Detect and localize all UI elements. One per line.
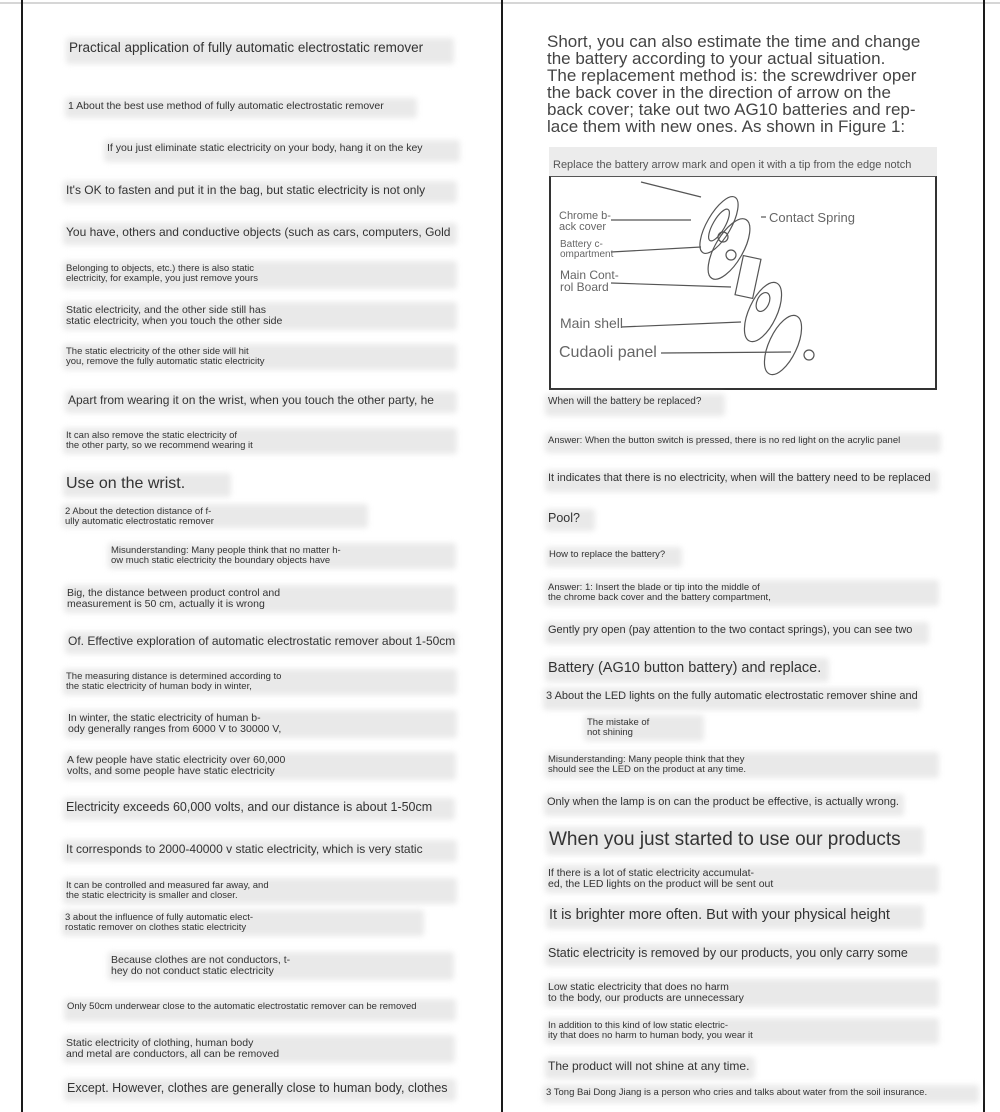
text-line: 3 about the influence of fully automatic elect- (65, 912, 254, 923)
text-paragraph (66, 801, 432, 814)
text-line: Pool? (548, 511, 580, 525)
text-paragraph (66, 264, 258, 284)
text-line: Gently pry open (pay attention to the two contact springs), you can see two (548, 624, 913, 636)
text-line: ow much static electricity the boundary objects have (111, 554, 331, 566)
text-line: hey do not conduct static electricity (111, 965, 274, 978)
text-paragraph (549, 550, 665, 560)
text-line: The mistake of (587, 717, 650, 728)
text-paragraph (548, 1021, 753, 1041)
text-paragraph (66, 672, 281, 692)
text-paragraph (66, 431, 253, 451)
text-paragraph (548, 583, 771, 603)
text-line: measurement is 50 cm, actually it is wrong (67, 598, 265, 611)
text-line: The measuring distance is determined according to (66, 671, 282, 682)
text-paragraph (66, 1038, 279, 1060)
text-paragraph (67, 1002, 417, 1012)
label-battery-compartment: Battery c- ompartment (560, 239, 614, 260)
text-paragraph (548, 473, 931, 485)
text-line: Static electricity of clothing, human body (66, 1037, 254, 1049)
text-line: The product will not shine at any time. (548, 1059, 750, 1073)
text-line: 3 Tong Bai Dong Jiang is a person who cries and talks about water from the soil insurance. (546, 1087, 928, 1098)
text-line: ed, the LED lights on the product will be sent out (548, 878, 774, 891)
label-cudaoli-panel: Cudaoli panel (559, 344, 657, 361)
text-paragraph (587, 718, 649, 738)
text-line: When you just started to use our products (549, 829, 901, 850)
figure-1-battery-diagram (549, 147, 937, 390)
text-paragraph (548, 1060, 749, 1073)
text-paragraph (549, 908, 890, 923)
text-line: Static electricity, and the other side still has (66, 304, 266, 316)
text-line: A few people have static electricity over 60,000 (67, 754, 286, 766)
text-line: It can also remove the static electricity of (66, 430, 238, 441)
text-line: In addition to this kind of low static electric- (548, 1020, 729, 1031)
text-paragraph (66, 184, 425, 197)
text-paragraph (548, 868, 773, 890)
text-line: Only 50cm underwear close to the automatic electrostatic remover can be removed (67, 1001, 417, 1012)
text-line: ity that does no harm to human body, you wear it (548, 1029, 753, 1041)
intro-paragraph: Short, you can also estimate the time and change the battery according to your actual situation. The replacement method is: the screwdriver oper the back cover in the direction of arrow on the back cover; take out two AG10 batteries and rep- lace them with new ones. As shown in Figure 1: (547, 32, 921, 136)
text-line: rostatic remover on clothes static electricity (65, 921, 247, 933)
text-paragraph (68, 635, 455, 648)
text-paragraph (68, 713, 281, 735)
text-line: the static electricity of human body in winter, (66, 680, 252, 692)
text-line: the static electricity is smaller and closer. (66, 889, 238, 901)
text-line: the other party, so we recommend wearing it (66, 439, 253, 451)
text-paragraph (548, 512, 580, 525)
label-chrome-back-cover: Chrome b- ack cover (559, 210, 611, 233)
text-line: you, remove the fully automatic static electricity (66, 355, 265, 367)
text-paragraph (67, 755, 285, 777)
text-paragraph (546, 1088, 927, 1098)
text-line: It can be controlled and measured far away, and (66, 880, 269, 891)
center-page-divider (501, 0, 503, 1112)
text-paragraph (548, 661, 821, 676)
text-line: Of. Effective exploration of automatic electrostatic remover about 1-50cm (68, 634, 456, 648)
label-contact-spring: Contact Spring (769, 210, 855, 225)
text-line: Except. However, clothes are generally close to human body, clothes (67, 1081, 448, 1095)
text-line: It is brighter more often. But with your physical height (549, 907, 890, 923)
page-top-border (0, 2, 1000, 4)
text-paragraph (67, 588, 280, 610)
label-main-control-board: Main Cont- rol Board (560, 268, 619, 294)
text-line: Misunderstanding: Many people think that they (548, 754, 745, 765)
text-line: Only when the lamp is on can the product be effective, is actually wrong. (547, 796, 899, 808)
text-paragraph (111, 955, 290, 977)
text-paragraph (66, 226, 450, 239)
text-line: 2 About the detection distance of f- (65, 506, 212, 517)
text-line: Because clothes are not conductors, t- (111, 954, 291, 966)
text-line: You have, others and conductive objects (such as cars, computers, Gold (66, 225, 451, 239)
text-line: Use on the wrist. (66, 475, 186, 492)
text-line: static electricity, when you touch the other side (66, 315, 283, 328)
text-line: should see the LED on the product at any time. (548, 763, 747, 775)
text-line: Static electricity is removed by our products, you only carry some (548, 946, 908, 960)
text-paragraph (66, 843, 423, 856)
text-line: Belonging to objects, etc.) there is also static (66, 263, 254, 274)
text-paragraph (111, 546, 341, 566)
text-paragraph (66, 347, 265, 367)
text-line: Practical application of fully automatic electrostatic remover (69, 40, 424, 55)
text-paragraph (65, 913, 253, 933)
text-line: the chrome back cover and the battery compartment, (548, 591, 771, 603)
text-line: Misunderstanding: Many people think that no matter h- (111, 545, 341, 556)
right-page-border (983, 0, 985, 1112)
text-paragraph (546, 691, 918, 703)
text-paragraph (548, 625, 912, 637)
text-line: If you just eliminate static electricity on your body, hang it on the key (107, 142, 423, 154)
text-line: It indicates that there is no electricity, when will the battery need to be replaced (548, 472, 931, 484)
text-paragraph (66, 476, 185, 493)
text-line: 1 About the best use method of fully automatic electrostatic remover (68, 100, 384, 112)
text-line: Answer: When the button switch is pressed, there is no red light on the acrylic panel (548, 435, 901, 446)
text-paragraph (548, 982, 744, 1004)
text-line: volts, and some people have static electricity (67, 765, 275, 778)
text-paragraph (547, 797, 899, 809)
text-line: ody generally ranges from 6000 V to 30000 V, (68, 723, 282, 736)
text-paragraph (66, 305, 282, 327)
text-line: 3 About the LED lights on the fully automatic electrostatic remover shine and (546, 690, 918, 702)
figure-caption: Replace the battery arrow mark and open it with a tip from the edge notch (549, 147, 937, 177)
text-line: Apart from wearing it on the wrist, when you touch the other party, he (68, 393, 434, 407)
text-line: Low static electricity that does no harm (548, 981, 729, 993)
text-line: Big, the distance between product control and (67, 587, 281, 599)
text-paragraph (548, 755, 746, 775)
text-line: In winter, the static electricity of human b- (68, 712, 261, 724)
text-paragraph (548, 436, 900, 446)
text-line: not shining (587, 726, 633, 738)
text-line: It corresponds to 2000-40000 v static electricity, which is very static (66, 842, 423, 856)
text-paragraph (67, 1082, 448, 1095)
text-line: Battery (AG10 button battery) and replace. (548, 660, 822, 676)
text-paragraph (68, 394, 434, 407)
text-line: to the body, our products are unnecessary (548, 992, 744, 1005)
text-line: ully automatic electrostatic remover (65, 515, 214, 527)
text-line: When will the battery be replaced? (548, 396, 702, 407)
text-paragraph (68, 101, 384, 112)
left-page-border (21, 0, 23, 1112)
text-paragraph (107, 143, 423, 154)
label-main-shell: Main shell (560, 315, 624, 331)
text-paragraph (548, 397, 701, 408)
text-paragraph (549, 830, 901, 850)
text-line: If there is a lot of static electricity accumulat- (548, 867, 754, 879)
text-line: The static electricity of the other side will hit (66, 346, 249, 357)
text-line: It's OK to fasten and put it in the bag, but static electricity is not only (66, 183, 426, 197)
text-line: electricity, for example, you just remove yours (66, 272, 259, 284)
text-paragraph (69, 41, 423, 55)
text-line: and metal are conductors, all can be removed (66, 1048, 280, 1061)
text-paragraph (66, 881, 269, 901)
text-paragraph (548, 947, 908, 960)
text-line: Electricity exceeds 60,000 volts, and our distance is about 1-50cm (66, 800, 433, 814)
text-line: How to replace the battery? (549, 549, 666, 560)
figure-frame (549, 176, 937, 390)
text-paragraph (65, 507, 214, 527)
text-line: Answer: 1: Insert the blade or tip into the middle of (548, 582, 760, 593)
